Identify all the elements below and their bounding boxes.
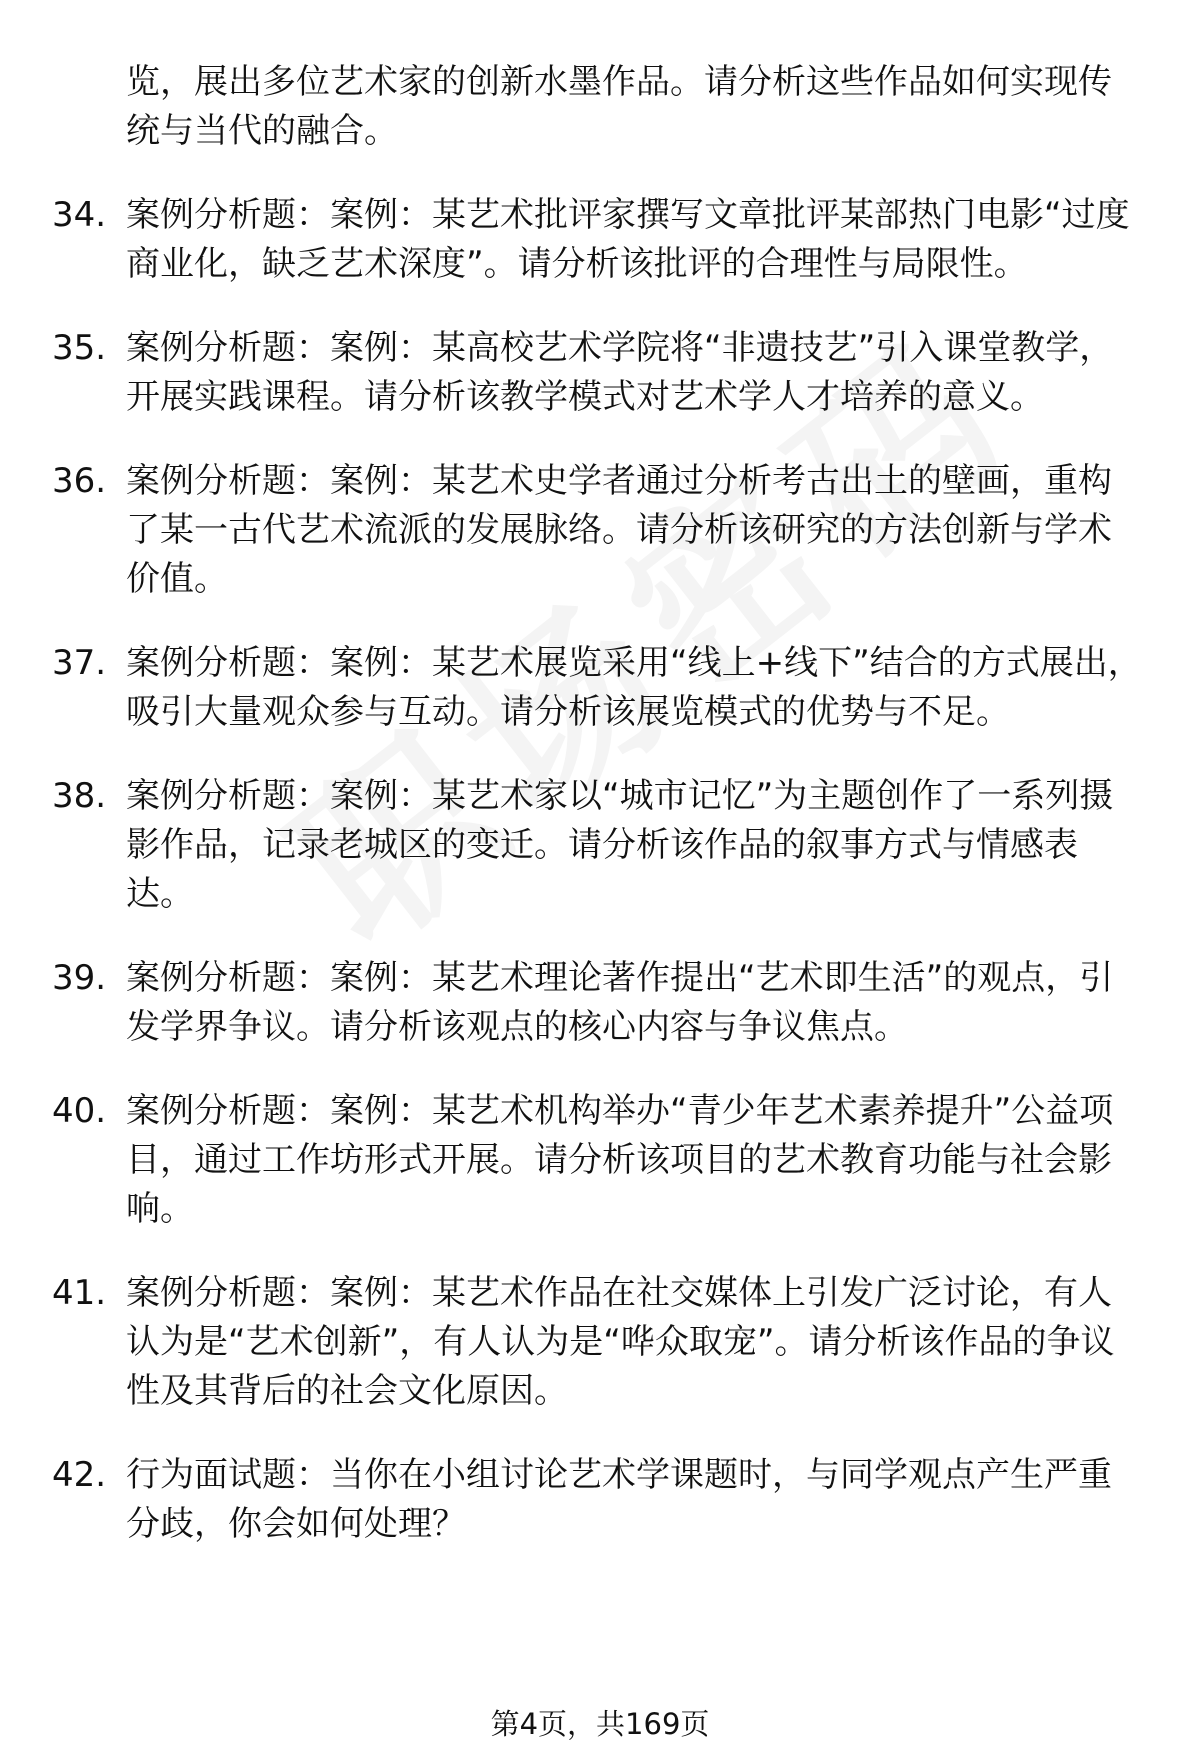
question-item-34: [0, 191, 1200, 289]
question-text: 案例分析题：案例：某艺术理论著作提出“艺术即生活”的观点，引发学界争议。请分析该观点的核心内容与争议焦点。: [126, 958, 1114, 1047]
question-number: 40.: [52, 1091, 107, 1131]
question-text: 案例分析题：案例：某高校艺术学院将“非遗技艺”引入课堂教学，开展实践课程。请分析该教学模式对艺术学人才培养的意义。: [126, 328, 1114, 417]
question-continuation: [0, 58, 1200, 156]
question-text: 案例分析题：案例：某艺术家以“城市记忆”为主题创作了一系列摄影作品，记录老城区的变迁。请分析该作品的叙事方式与情感表达。: [126, 776, 1114, 914]
question-number: 35.: [52, 328, 107, 368]
question-number: 39.: [52, 958, 107, 998]
question-text: 案例分析题：案例：某艺术批评家撰写文章批评某部热门电影“过度商业化，缺乏艺术深度”。请分析该批评的合理性与局限性。: [126, 195, 1130, 284]
question-text: 览，展出多位艺术家的创新水墨作品。请分析这些作品如何实现传统与当代的融合。: [126, 62, 1112, 151]
question-number: 41.: [52, 1273, 107, 1313]
page-footer: 第4页，共169页: [490, 1707, 710, 1741]
question-item-42: [0, 1451, 1200, 1549]
question-number: 37.: [52, 643, 107, 683]
question-text: 案例分析题：案例：某艺术史学者通过分析考古出土的壁画，重构了某一古代艺术流派的发展脉络。请分析该研究的方法创新与学术价值。: [126, 461, 1112, 599]
question-list: [0, 58, 1200, 1584]
question-number: 34.: [52, 195, 107, 235]
question-number: 38.: [52, 776, 107, 816]
question-text: 行为面试题：当你在小组讨论艺术学课题时，与同学观点产生严重分歧，你会如何处理？: [126, 1455, 1112, 1544]
question-item-37: [0, 639, 1200, 737]
question-item-41: [0, 1269, 1200, 1416]
question-text: 案例分析题：案例：某艺术展览采用“线上+线下”结合的方式展出，吸引大量观众参与互动。请分析该展览模式的优势与不足。: [126, 643, 1142, 732]
question-item-36: [0, 457, 1200, 604]
question-text: 案例分析题：案例：某艺术作品在社交媒体上引发广泛讨论，有人认为是“艺术创新”，有人认为是“哗众取宠”。请分析该作品的争议性及其背后的社会文化原因。: [126, 1273, 1115, 1411]
question-item-35: [0, 324, 1200, 422]
question-number: 36.: [52, 461, 107, 501]
question-item-38: [0, 772, 1200, 919]
question-text: 案例分析题：案例：某艺术机构举办“青少年艺术素养提升”公益项目，通过工作坊形式开展。请分析该项目的艺术教育功能与社会影响。: [126, 1091, 1114, 1229]
question-number: 42.: [52, 1455, 107, 1495]
question-item-39: [0, 954, 1200, 1052]
question-item-40: [0, 1087, 1200, 1234]
